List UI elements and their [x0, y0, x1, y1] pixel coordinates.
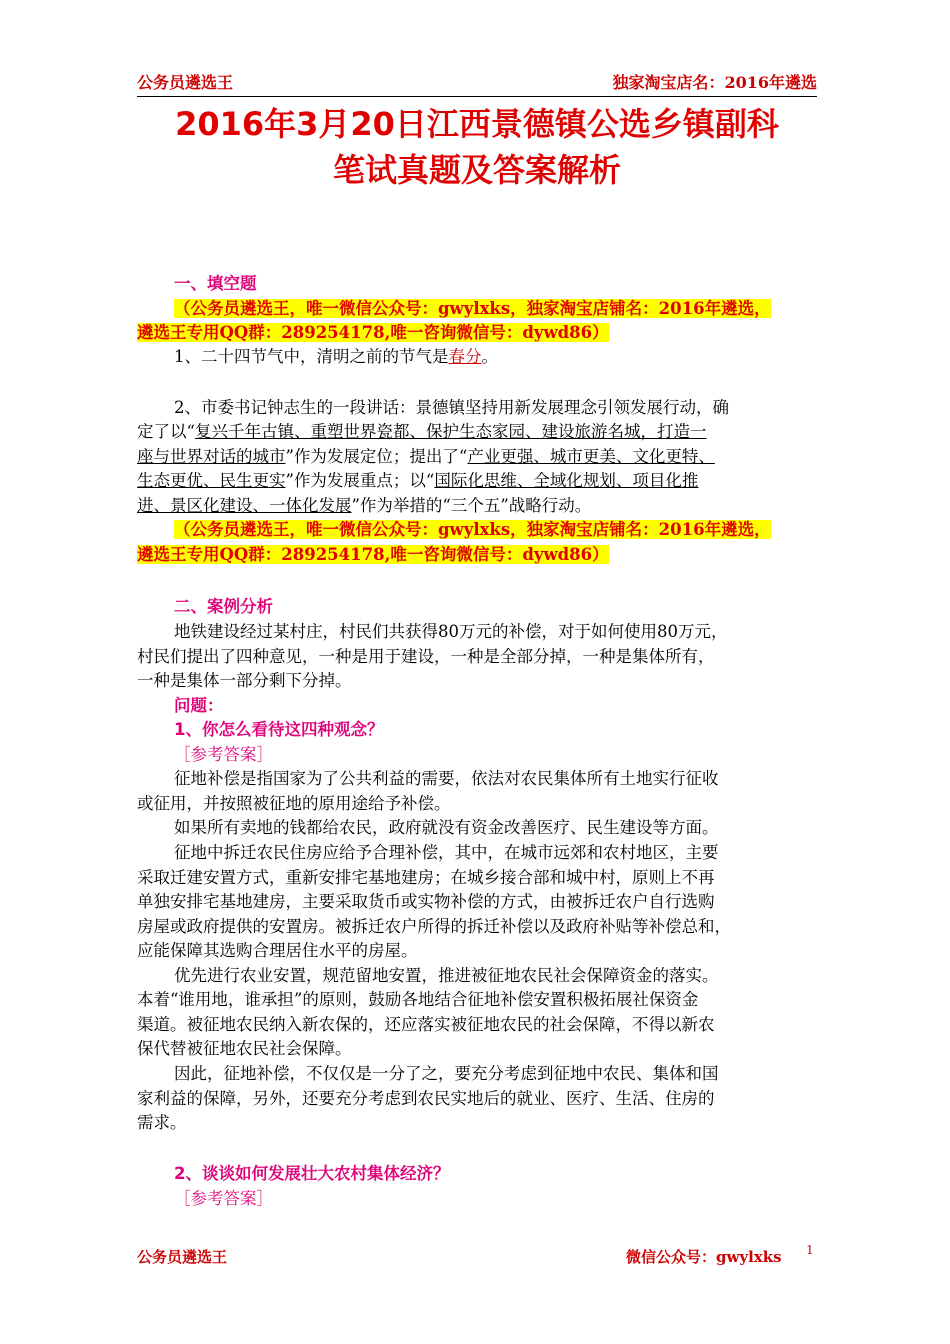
section-heading-case: 二、案例分析	[174, 597, 273, 616]
question-2-line: 2、市委书记钟志生的一段讲话：景德镇坚持用新发展理念引领发展行动，确	[174, 398, 729, 417]
answer-paragraph: 渠道。被征地农民纳入新农保的，还应落实被征地农民的社会保障，不得以新农	[137, 1015, 715, 1034]
page-header	[137, 70, 817, 97]
header-right-text: 独家淘宝店名：2016年遴选	[612, 73, 817, 92]
text: ”作为发展重点；以“	[285, 471, 435, 490]
answer-paragraph: 房屋或政府提供的安置房。被拆迁农户所得的拆迁补偿以及政府补贴等补偿总和，	[137, 917, 731, 936]
answer-paragraph: 应能保障其选购合理居住水平的房屋。	[137, 941, 418, 960]
question-1	[174, 345, 817, 369]
answer-paragraph: 征地中拆迁农民住房应给予合理补偿，其中，在城市远郊和农村地区，主要	[174, 843, 719, 862]
promo-line	[174, 518, 817, 542]
promo-text: 遴选王专用QQ群：289254178,唯一咨询微信号：dywd86）	[137, 323, 609, 342]
answer-text: 产业更强、城市更美、文化更特、	[467, 447, 715, 466]
answer-text: 座与世界对话的城市	[137, 447, 286, 466]
answer-paragraph: 单独安排宅基地建房，主要采取货币或实物补偿的方式，由被拆迁农户自行选购	[137, 892, 715, 911]
answer-paragraph: 或征用，并按照被征地的原用途给予补偿。	[137, 794, 451, 813]
answer-text: 进、景区化建设、一体化发展	[137, 496, 352, 515]
answer-paragraph: 需求。	[137, 1113, 187, 1132]
case-text: 一种是集体一部分剩下分掉。	[137, 671, 352, 690]
question-2-line	[137, 494, 817, 518]
punctuation: 。	[481, 347, 498, 366]
answer-paragraph: 保代替被征地农民社会保障。	[137, 1039, 352, 1058]
answer-text: 国际化思维、全域化规划、项目化推	[434, 471, 699, 490]
reference-answer-label: ［参考答案］	[174, 1189, 273, 1208]
promo-text: 遴选王专用QQ群：289254178,唯一咨询微信号：dywd86）	[137, 545, 609, 564]
promo-line	[137, 543, 817, 567]
question-2-line	[137, 445, 817, 469]
answer-text: 春分	[448, 347, 482, 366]
reference-answer-label: ［参考答案］	[174, 745, 273, 764]
answer-paragraph: 采取迁建安置方式，重新安排宅基地建房；在城乡接合部和城中村，原则上不再	[137, 868, 715, 887]
answer-paragraph: 征地补偿是指国家为了公共利益的需要，依法对农民集体所有土地实行征收	[174, 769, 719, 788]
promo-line	[137, 321, 817, 345]
answer-text: 生态更优、民生更实	[137, 471, 286, 490]
answer-paragraph: 如果所有卖地的钱都给农民，政府就没有资金改善医疗、民生建设等方面。	[174, 818, 719, 837]
case-question-1: 1、你怎么看待这四种观念？	[174, 720, 384, 739]
question-label: 问题：	[174, 696, 224, 715]
text: 定了以“	[137, 422, 195, 441]
footer-wechat-text: 微信公众号：gwylxks	[626, 1248, 782, 1266]
case-text: 村民们提出了四种意见，一种是用于建设，一种是全部分掉，一种是集体所有，	[137, 647, 715, 666]
question-2-line	[137, 420, 817, 444]
answer-paragraph: 家利益的保障，另外，还要充分考虑到农民实地后的就业、医疗、生活、住房的	[137, 1089, 715, 1108]
case-text: 地铁建设经过某村庄，村民们共获得80万元的补偿，对于如何使用80万元，	[174, 622, 728, 641]
answer-paragraph: 本着“谁用地，谁承担”的原则，鼓励各地结合征地补偿安置积极拓展社保资金	[137, 990, 699, 1009]
promo-text: （公务员遴选王，唯一微信公众号：gwylxks，独家淘宝店铺名：2016年遴选，	[174, 520, 771, 539]
title-line-1: 2016年3月20日江西景德镇公选乡镇副科	[175, 105, 779, 143]
text: ”作为举措的“三个五”战略行动。	[351, 496, 592, 515]
case-question-2: 2、谈谈如何发展壮大农村集体经济？	[174, 1164, 450, 1183]
title-line-2: 笔试真题及答案解析	[332, 151, 621, 189]
header-left-text: 公务员遴选王	[137, 73, 234, 92]
question-text: 1、二十四节气中，清明之前的节气是	[174, 347, 449, 366]
section-heading-fill-blank: 一、填空题	[174, 274, 257, 293]
answer-text: 复兴千年古镇、重塑世界瓷都、保护生态家园、建设旅游名城，打造一	[194, 422, 707, 441]
answer-paragraph: 优先进行农业安置，规范留地安置，推进被征地农民社会保障资金的落实。	[174, 966, 719, 985]
promo-line	[174, 297, 817, 321]
footer-left-text: 公务员遴选王	[137, 1248, 228, 1266]
page-number: 1	[806, 1243, 814, 1257]
answer-paragraph: 因此，征地补偿，不仅仅是一分了之，要充分考虑到征地中农民、集体和国	[174, 1064, 719, 1083]
text: ”作为发展定位；提出了“	[285, 447, 468, 466]
promo-text: （公务员遴选王，唯一微信公众号：gwylxks，独家淘宝店铺名：2016年遴选，	[174, 299, 771, 318]
question-2-line	[137, 469, 817, 493]
